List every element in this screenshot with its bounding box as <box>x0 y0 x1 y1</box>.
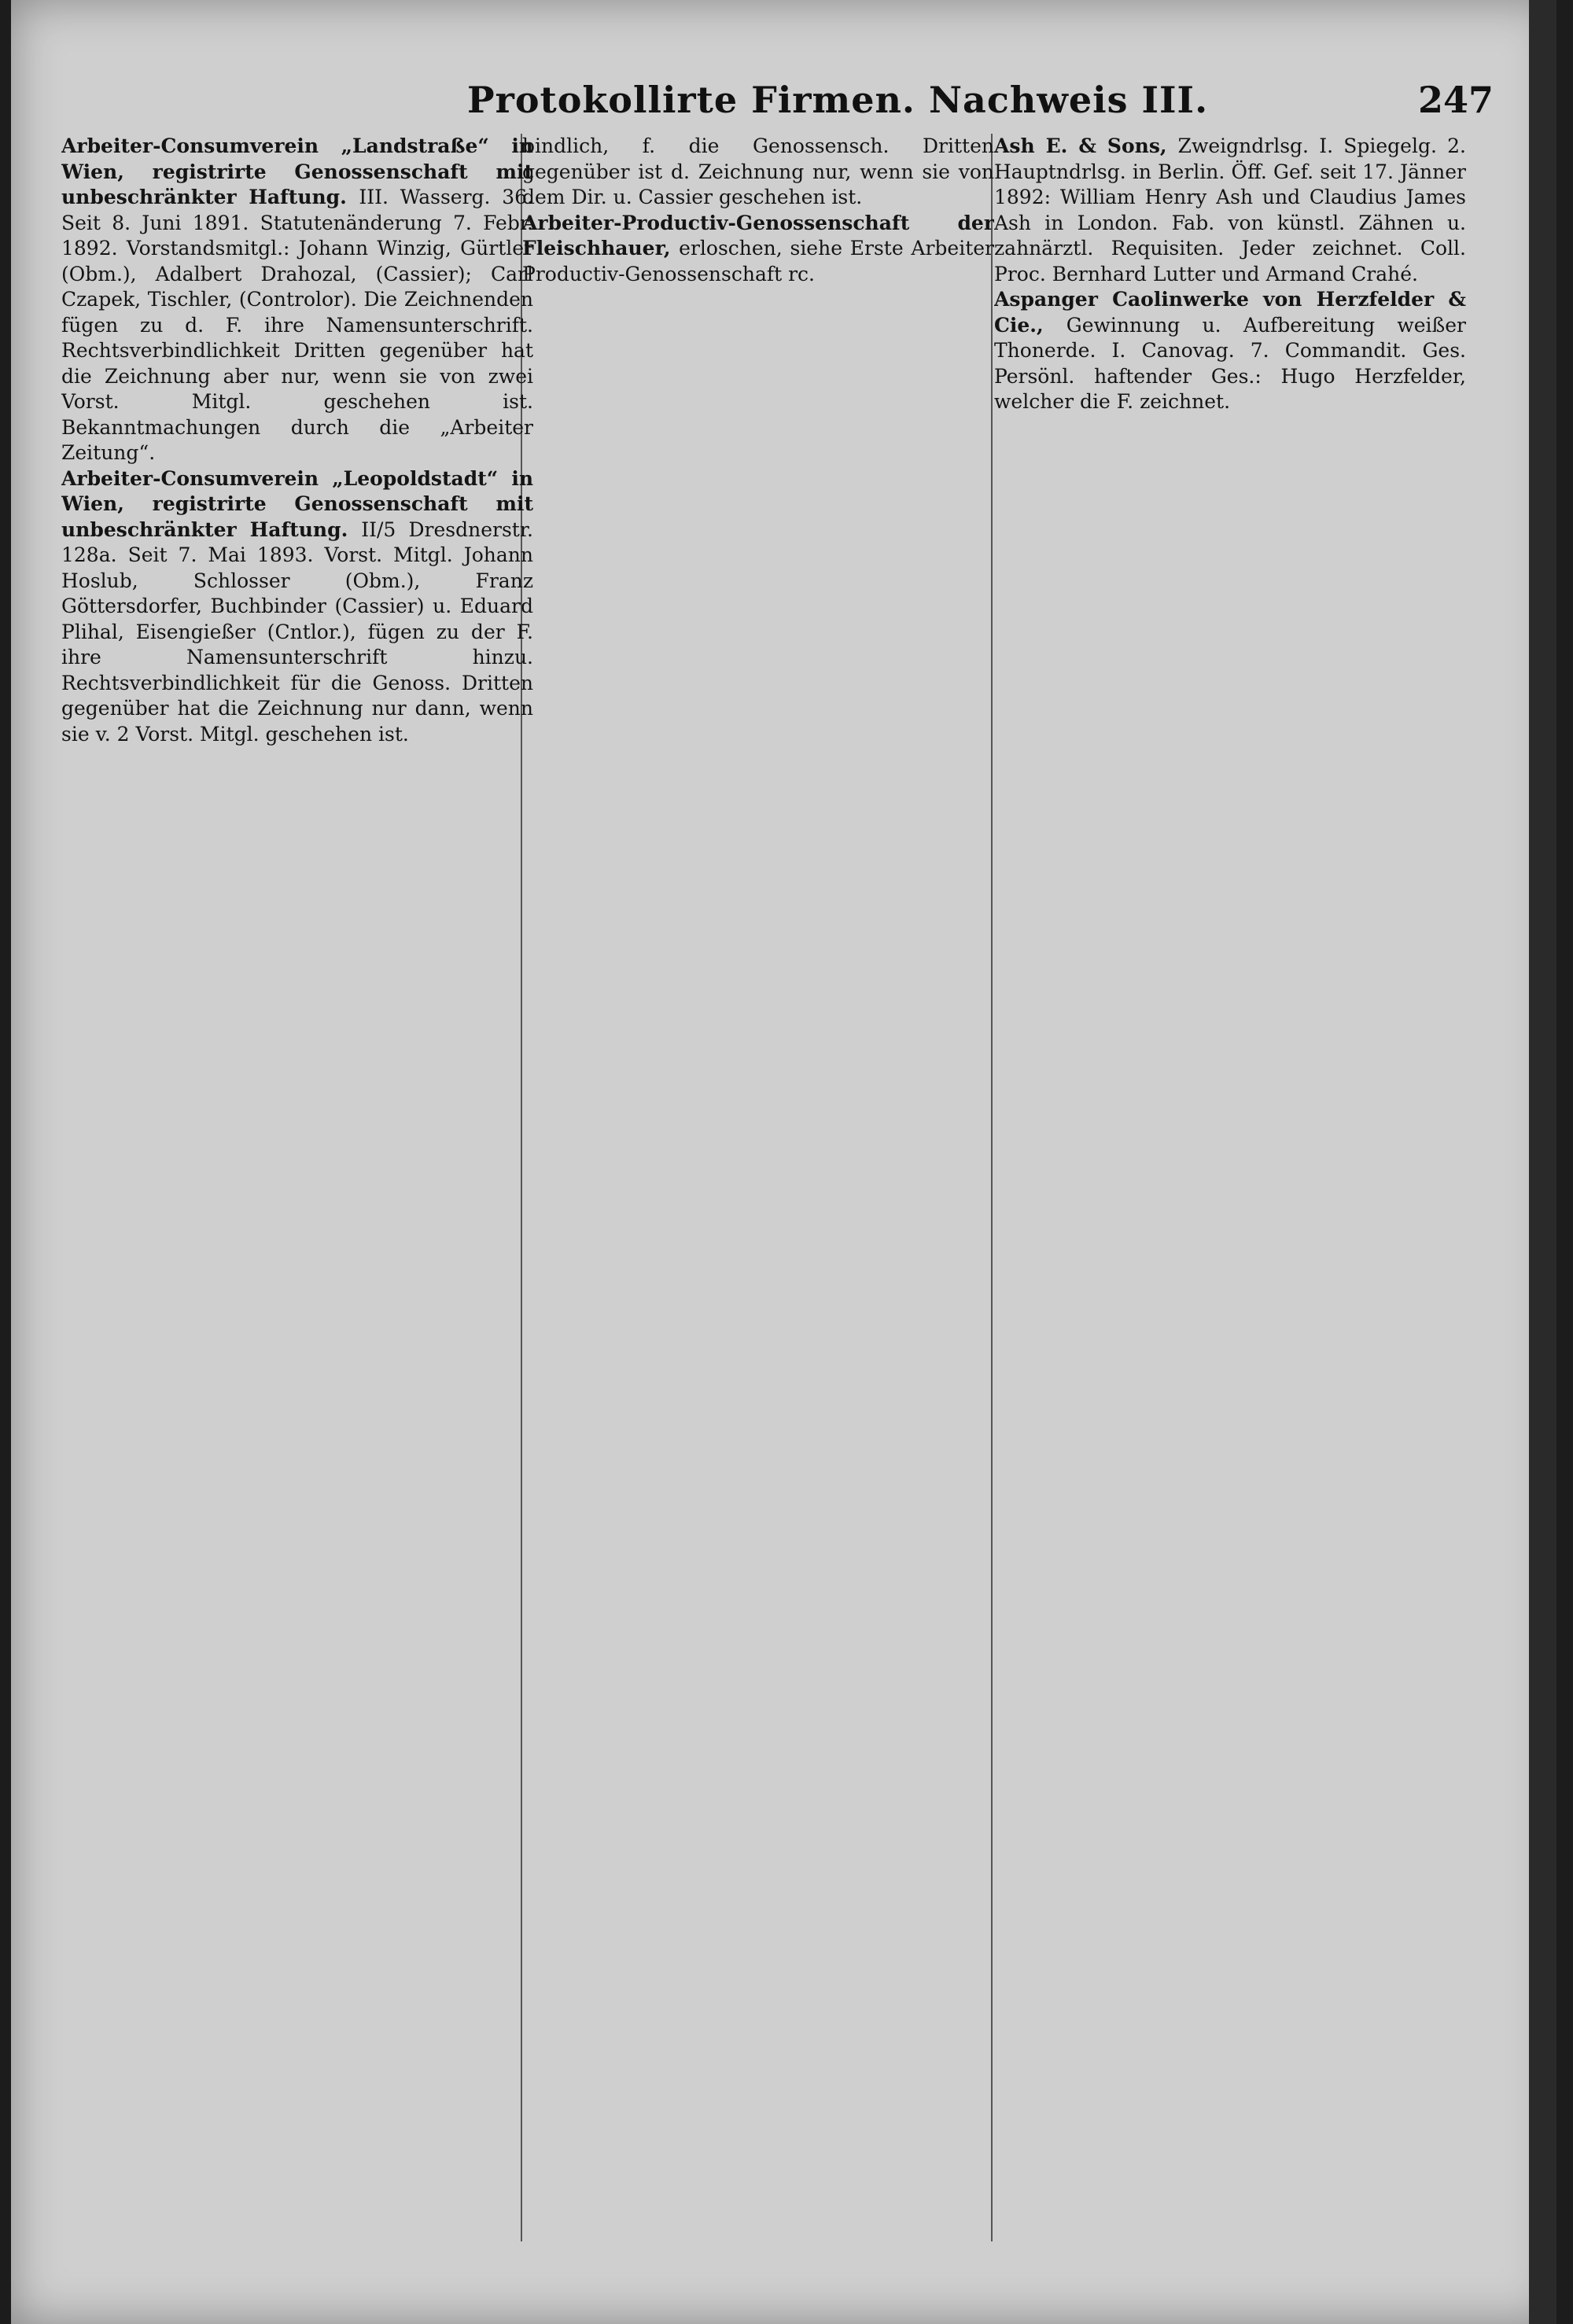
document-page <box>11 0 1556 2324</box>
entry-firm-name: Aspanger Caolinwerke von Herzfelder & Cie., <box>994 288 1466 337</box>
page-number: 247 <box>1417 79 1494 121</box>
page-header <box>58 79 1509 126</box>
directory-entry <box>61 466 533 748</box>
column-3 <box>994 134 1466 2257</box>
directory-entry <box>994 134 1466 287</box>
entry-details: bindlich, f. die Genossensch. Dritten gegenüber ist d. Zeichnung nur, wenn sie von dem Dir. u. Cassier geschehen ist. <box>522 134 994 208</box>
entry-details: Zweigndrlsg. I. Spiegelg. 2. Hauptndrlsg. in Berlin. Öff. Gef. seit 17. Jänner 1892: William Henry Ash und Claudius James Ash in London. Fab. von künstl. Zähnen u. zahnärztl. Requisiten. Jeder zeichnet. Coll. Proc. Bernhard Lutter und Armand Crahé. <box>994 134 1466 285</box>
entry-details: Gewinnung u. Aufbereitung weißer Thonerde. I. Canovag. 7. Commandit. Ges. Persönl. haftender Ges.: Hugo Herzfelder, welcher die F. zeichnet. <box>994 313 1466 413</box>
entry-details: III. Wasserg. 36. Seit 8. Juni 1891. Statutenänderung 7. Febr. 1892. Vorstandsmitgl.: Johann Winzig, Gürtler (Obm.), Adalbert Drahozal, (Cassier); Carl Czapek, Tischler, (Controlor). Die Zeichnenden fügen zu d. F. ihre Namensunterschrift. Rechtsverbindlichkeit Dritten gegenüber hat die Zeichnung aber nur, wenn sie von zwei Vorst. Mitgl. geschehen ist. Bekanntmachungen durch die „Arbeiter Zeitung“. <box>61 186 533 464</box>
page-edge-shadow <box>1529 0 1556 2324</box>
directory-entry <box>522 211 994 288</box>
entry-firm-name: Arbeiter-Consumverein „Leopoldstadt“ in Wien, registrirte Genossenschaft mit unbeschränkter Haftung. <box>61 466 533 541</box>
entry-details: II/5 Dresdnerstr. 128a. Seit 7. Mai 1893. Vorst. Mitgl. Johann Hoslub, Schlosser (Obm.), Franz Göttersdorfer, Buchbinder (Cassier) u. Eduard Plihal, Eisengießer (Cntlor.), fügen zu der F. ihre Namensunterschrift hinzu. Rechtsverbindlichkeit für die Genoss. Dritten gegenüber hat die Zeichnung nur dann, wenn sie v. 2 Vorst. Mitgl. geschehen ist. <box>61 517 533 746</box>
entry-firm-name: Arbeiter-Productiv-Genossenschaft der Fleischhauer, <box>522 211 994 260</box>
column-2 <box>522 134 994 2257</box>
entry-firm-name: Ash E. & Sons, <box>994 134 1178 157</box>
entry-details: erloschen, siehe Erste Arbeiter Productiv-Genossenschaft rc. <box>522 237 994 285</box>
entry-firm-name: Arbeiter-Consumverein „Landstraße“ in Wien, registrirte Genossenschaft mit unbeschränkter Haftung. <box>61 134 533 208</box>
page-title: Protokollirte Firmen. Nachweis III. <box>467 79 1209 121</box>
directory-entry <box>61 134 533 466</box>
column-1 <box>61 134 533 2257</box>
directory-entry <box>522 134 994 211</box>
directory-entry <box>994 287 1466 415</box>
